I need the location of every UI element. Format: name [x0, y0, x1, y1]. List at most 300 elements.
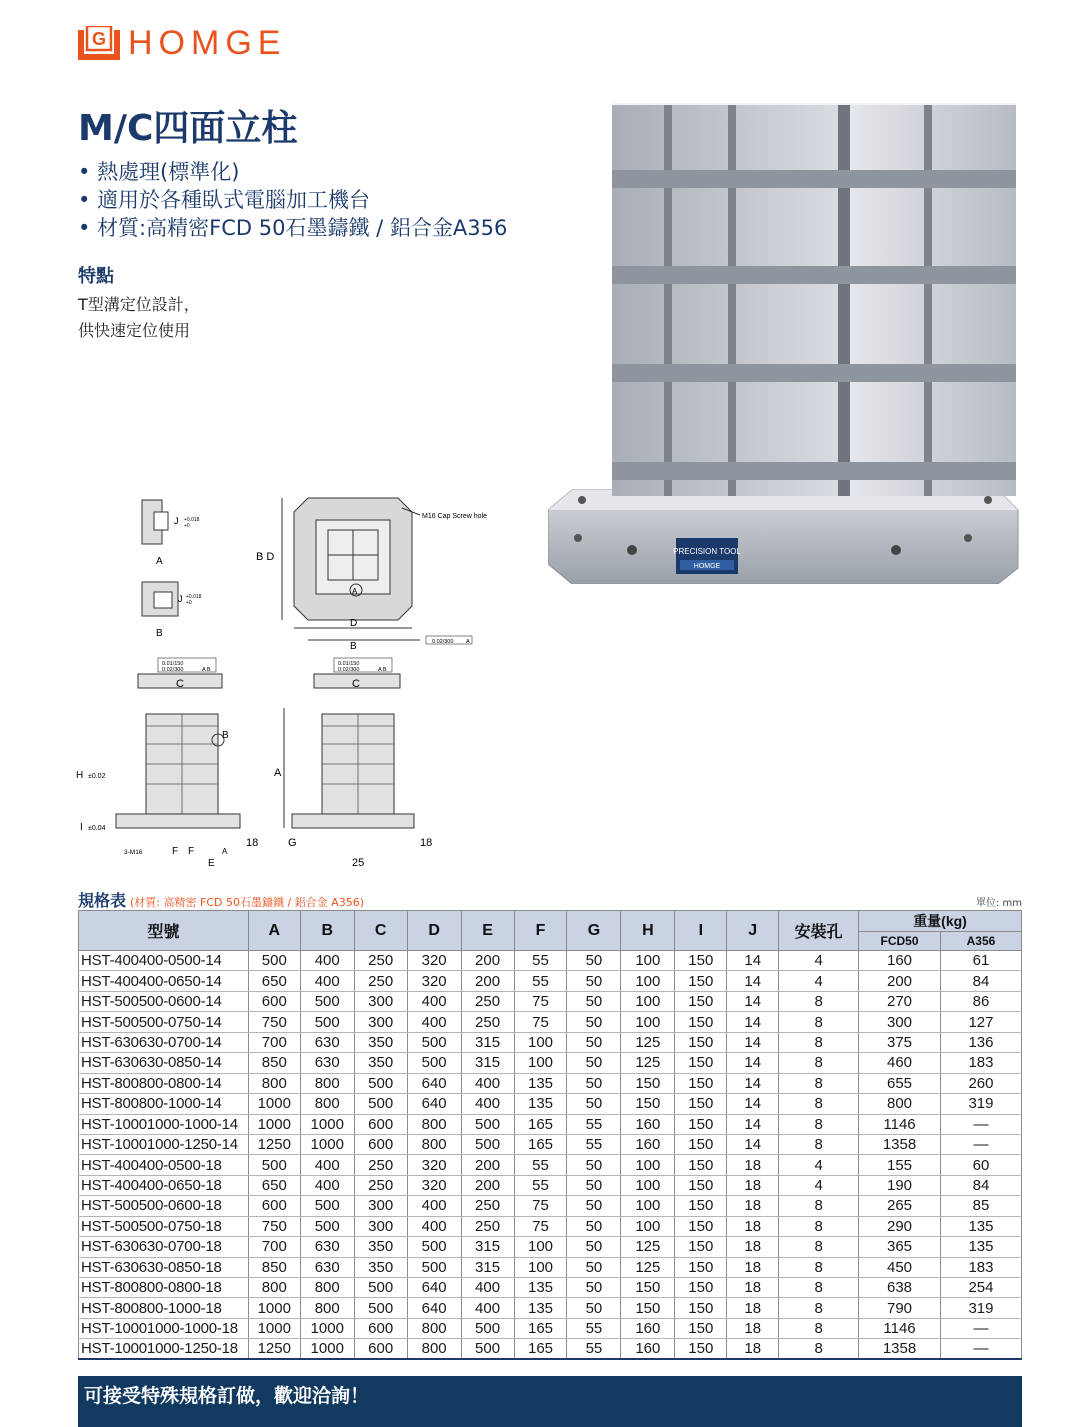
front-view-a: A — [222, 847, 228, 856]
value-cell: 800 — [407, 1134, 461, 1154]
top-view-flat: 0.02/300 — [432, 639, 454, 645]
value-cell: 50 — [567, 1073, 621, 1093]
top-view-flat-ref: A — [466, 639, 470, 645]
value-cell: 75 — [514, 1012, 567, 1032]
col-header-i: I — [675, 911, 727, 951]
value-cell: 14 — [727, 991, 779, 1011]
features-heading: 特點 — [78, 266, 114, 287]
value-cell: 500 — [407, 1053, 461, 1073]
value-cell: 14 — [727, 1012, 779, 1032]
value-cell: 1250 — [248, 1134, 300, 1154]
model-cell: HST-630630-0850-18 — [79, 1257, 249, 1277]
value-cell: 254 — [940, 1278, 1021, 1298]
value-cell: 165 — [514, 1114, 567, 1134]
value-cell: 319 — [940, 1094, 1021, 1114]
model-cell: HST-500500-0750-14 — [79, 1012, 249, 1032]
value-cell: 350 — [354, 1032, 407, 1052]
value-cell: 18 — [727, 1216, 779, 1236]
top-view-screw: M16 Cap Screw hole — [422, 513, 487, 520]
value-cell: 50 — [567, 1216, 621, 1236]
value-cell: 350 — [354, 1237, 407, 1257]
value-cell: 500 — [354, 1073, 407, 1093]
value-cell: 4 — [779, 1175, 859, 1195]
value-cell: 150 — [675, 1318, 727, 1338]
model-cell: HST-500500-0600-14 — [79, 991, 249, 1011]
side-view-g: G — [288, 837, 297, 849]
side-view-a: A — [274, 767, 282, 779]
table-row — [79, 991, 1022, 1011]
value-cell: 50 — [567, 1012, 621, 1032]
top-view-bd: B D — [256, 551, 275, 563]
value-cell: 84 — [940, 971, 1021, 991]
model-cell: HST-500500-0600-18 — [79, 1196, 249, 1216]
value-cell: 150 — [675, 1298, 727, 1318]
side-view — [284, 674, 414, 828]
value-cell: 150 — [675, 1134, 727, 1154]
front-view-i: I — [80, 822, 83, 833]
value-cell: 450 — [859, 1257, 941, 1277]
model-cell: HST-400400-0650-14 — [79, 971, 249, 991]
value-cell: 800 — [300, 1073, 354, 1093]
model-cell: HST-10001000-1000-18 — [79, 1318, 249, 1338]
value-cell: 127 — [940, 1012, 1021, 1032]
value-cell: 75 — [514, 1196, 567, 1216]
value-cell: 50 — [567, 1032, 621, 1052]
value-cell: 50 — [567, 1196, 621, 1216]
value-cell: 800 — [407, 1318, 461, 1338]
value-cell: 50 — [567, 951, 621, 971]
col-header-j: J — [727, 911, 779, 951]
value-cell: 300 — [354, 1012, 407, 1032]
value-cell: 150 — [675, 1196, 727, 1216]
value-cell: 4 — [779, 971, 859, 991]
value-cell: 800 — [859, 1094, 941, 1114]
value-cell: 1146 — [859, 1114, 941, 1134]
value-cell: 500 — [354, 1298, 407, 1318]
value-cell: 500 — [407, 1237, 461, 1257]
value-cell: 150 — [675, 1032, 727, 1052]
col-header-weight: 重量(kg) — [859, 911, 1022, 932]
detail-a-dim: J — [174, 516, 179, 526]
value-cell: 250 — [461, 1196, 514, 1216]
value-cell: 460 — [859, 1053, 941, 1073]
front-view-m16: 3-M16 — [124, 849, 143, 856]
value-cell: 55 — [567, 1114, 621, 1134]
value-cell: 250 — [354, 1175, 407, 1195]
side-view-refs: A B — [378, 667, 387, 673]
table-row — [79, 1032, 1022, 1052]
feature-bullets — [78, 158, 507, 242]
value-cell: 8 — [779, 1094, 859, 1114]
value-cell: 50 — [567, 1278, 621, 1298]
value-cell: 800 — [300, 1278, 354, 1298]
value-cell: 630 — [300, 1237, 354, 1257]
value-cell: 4 — [779, 1155, 859, 1175]
table-row — [79, 1012, 1022, 1032]
model-cell: HST-10001000-1000-14 — [79, 1114, 249, 1134]
detail-a-label: A — [156, 556, 163, 567]
value-cell: 18 — [727, 1278, 779, 1298]
value-cell: 320 — [407, 1175, 461, 1195]
front-view-e: E — [208, 858, 215, 869]
detail-a-tol-up: +0.018 — [184, 517, 200, 523]
value-cell: 500 — [300, 1196, 354, 1216]
value-cell: 350 — [354, 1053, 407, 1073]
value-cell: 1358 — [859, 1339, 941, 1360]
value-cell: 1000 — [248, 1298, 300, 1318]
value-cell: 400 — [300, 1175, 354, 1195]
value-cell: 18 — [727, 1155, 779, 1175]
homge-logo-icon — [78, 26, 120, 60]
col-header-holes: 安裝孔 — [779, 911, 859, 951]
bullet-item: • 適用於各種臥式電腦加工機台 — [78, 186, 507, 214]
value-cell: 150 — [675, 1114, 727, 1134]
value-cell: 250 — [461, 1012, 514, 1032]
value-cell: 400 — [461, 1278, 514, 1298]
value-cell: 150 — [621, 1298, 675, 1318]
value-cell: 400 — [461, 1298, 514, 1318]
model-cell: HST-800800-1000-18 — [79, 1298, 249, 1318]
value-cell: 50 — [567, 1257, 621, 1277]
value-cell: 250 — [354, 951, 407, 971]
value-cell: 84 — [940, 1175, 1021, 1195]
value-cell: 315 — [461, 1032, 514, 1052]
feature-line: 供快速定位使用 — [78, 321, 191, 340]
value-cell: 400 — [300, 1155, 354, 1175]
value-cell: 800 — [300, 1094, 354, 1114]
value-cell: 14 — [727, 1094, 779, 1114]
value-cell: 160 — [859, 951, 941, 971]
table-row — [79, 1053, 1022, 1073]
value-cell: 14 — [727, 971, 779, 991]
value-cell: 8 — [779, 1032, 859, 1052]
value-cell: — — [940, 1339, 1021, 1360]
value-cell: 640 — [407, 1094, 461, 1114]
table-row — [79, 951, 1022, 971]
front-view-h: H — [76, 770, 84, 781]
detail-b-tol-lo: +0 — [186, 600, 192, 606]
value-cell: 400 — [407, 1216, 461, 1236]
value-cell: 135 — [940, 1237, 1021, 1257]
value-cell: 250 — [354, 1155, 407, 1175]
value-cell: 150 — [675, 1073, 727, 1093]
model-cell: HST-10001000-1250-14 — [79, 1134, 249, 1154]
col-header-b: B — [300, 911, 354, 951]
top-view-b: B — [350, 641, 357, 652]
value-cell: 600 — [354, 1339, 407, 1360]
table-row — [79, 1114, 1022, 1134]
col-header-e: E — [461, 911, 514, 951]
plate-label: PRECISION TOOL — [673, 547, 741, 556]
value-cell: 86 — [940, 991, 1021, 1011]
table-row — [79, 1318, 1022, 1338]
value-cell: 55 — [567, 1339, 621, 1360]
model-cell: HST-500500-0750-18 — [79, 1216, 249, 1236]
value-cell: 75 — [514, 991, 567, 1011]
value-cell: 100 — [514, 1237, 567, 1257]
table-row — [79, 1237, 1022, 1257]
value-cell: 1146 — [859, 1318, 941, 1338]
col-header-g: G — [567, 911, 621, 951]
value-cell: 135 — [940, 1216, 1021, 1236]
value-cell: 50 — [567, 971, 621, 991]
value-cell: 1000 — [300, 1114, 354, 1134]
value-cell: 1000 — [248, 1114, 300, 1134]
value-cell: 4 — [779, 951, 859, 971]
value-cell: 640 — [407, 1278, 461, 1298]
value-cell: 400 — [461, 1073, 514, 1093]
col-header-d: D — [407, 911, 461, 951]
value-cell: 300 — [354, 991, 407, 1011]
value-cell: 850 — [248, 1257, 300, 1277]
value-cell: 8 — [779, 1237, 859, 1257]
value-cell: 700 — [248, 1032, 300, 1052]
value-cell: 100 — [514, 1053, 567, 1073]
value-cell: 50 — [567, 1053, 621, 1073]
value-cell: 500 — [354, 1094, 407, 1114]
value-cell: 150 — [675, 1339, 727, 1360]
model-cell: HST-800800-0800-18 — [79, 1278, 249, 1298]
value-cell: 18 — [727, 1257, 779, 1277]
value-cell: 1000 — [300, 1318, 354, 1338]
front-view-c: C — [176, 678, 184, 690]
bullet-item: • 熱處理(標準化) — [78, 158, 507, 186]
value-cell: 125 — [621, 1237, 675, 1257]
value-cell: 155 — [859, 1155, 941, 1175]
value-cell: 14 — [727, 1053, 779, 1073]
value-cell: 630 — [300, 1257, 354, 1277]
col-header-h: H — [621, 911, 675, 951]
value-cell: 183 — [940, 1053, 1021, 1073]
value-cell: 135 — [514, 1298, 567, 1318]
value-cell: 630 — [300, 1032, 354, 1052]
model-cell: HST-630630-0700-14 — [79, 1032, 249, 1052]
value-cell: 400 — [407, 991, 461, 1011]
value-cell: 14 — [727, 951, 779, 971]
col-header-c: C — [354, 911, 407, 951]
value-cell: 150 — [675, 1175, 727, 1195]
value-cell: 500 — [407, 1032, 461, 1052]
table-row — [79, 1278, 1022, 1298]
value-cell: 125 — [621, 1053, 675, 1073]
col-header-f: F — [514, 911, 567, 951]
value-cell: 150 — [675, 951, 727, 971]
model-cell: HST-400400-0500-14 — [79, 951, 249, 971]
value-cell: 300 — [354, 1216, 407, 1236]
table-row — [79, 1155, 1022, 1175]
unit-label: 單位: mm — [975, 898, 1022, 909]
value-cell: 8 — [779, 1278, 859, 1298]
value-cell: 500 — [248, 1155, 300, 1175]
value-cell: 150 — [675, 1012, 727, 1032]
table-row — [79, 1257, 1022, 1277]
value-cell: 750 — [248, 1216, 300, 1236]
table-row — [79, 1134, 1022, 1154]
value-cell: 500 — [461, 1318, 514, 1338]
value-cell: 55 — [514, 951, 567, 971]
spec-heading — [78, 888, 364, 911]
value-cell: 500 — [461, 1114, 514, 1134]
value-cell: 315 — [461, 1257, 514, 1277]
value-cell: 165 — [514, 1339, 567, 1360]
value-cell: 100 — [621, 1012, 675, 1032]
value-cell: 750 — [248, 1012, 300, 1032]
detail-b-label: B — [156, 628, 163, 639]
value-cell: 319 — [940, 1298, 1021, 1318]
front-view-i-tol: ±0.04 — [88, 825, 106, 832]
spec-material: (材質: 高精密 FCD 50石墨鑄鐵 / 鋁合金 A356) — [130, 896, 364, 909]
front-view-f1: F — [172, 846, 179, 857]
detail-b-tol-up: +0.018 — [186, 594, 202, 600]
value-cell: 270 — [859, 991, 941, 1011]
value-cell: 1000 — [300, 1339, 354, 1360]
value-cell: 135 — [514, 1073, 567, 1093]
value-cell: 8 — [779, 1257, 859, 1277]
value-cell: 800 — [407, 1339, 461, 1360]
value-cell: 500 — [300, 991, 354, 1011]
value-cell: 600 — [354, 1114, 407, 1134]
value-cell: 100 — [514, 1257, 567, 1277]
value-cell: 600 — [354, 1134, 407, 1154]
value-cell: 160 — [621, 1134, 675, 1154]
custom-order-banner: 可接受特殊規格訂做，歡迎洽詢！ — [78, 1376, 1022, 1427]
value-cell: 500 — [407, 1257, 461, 1277]
spec-table-body — [79, 951, 1022, 1360]
value-cell: 500 — [300, 1216, 354, 1236]
value-cell: 400 — [461, 1094, 514, 1114]
value-cell: 8 — [779, 1053, 859, 1073]
value-cell: 50 — [567, 991, 621, 1011]
value-cell: 14 — [727, 1134, 779, 1154]
value-cell: 150 — [621, 1073, 675, 1093]
value-cell: 61 — [940, 951, 1021, 971]
value-cell: 800 — [248, 1073, 300, 1093]
value-cell: 400 — [300, 971, 354, 991]
value-cell: — — [940, 1134, 1021, 1154]
value-cell: 135 — [514, 1278, 567, 1298]
value-cell: 8 — [779, 1196, 859, 1216]
value-cell: 165 — [514, 1134, 567, 1154]
front-view-18: 18 — [246, 837, 259, 849]
model-cell: HST-800800-0800-14 — [79, 1073, 249, 1093]
value-cell: 100 — [621, 1216, 675, 1236]
value-cell: 14 — [727, 1114, 779, 1134]
value-cell: 136 — [940, 1032, 1021, 1052]
value-cell: 60 — [940, 1155, 1021, 1175]
value-cell: 800 — [300, 1298, 354, 1318]
value-cell: 500 — [248, 951, 300, 971]
value-cell: 8 — [779, 1339, 859, 1360]
value-cell: 18 — [727, 1318, 779, 1338]
table-row — [79, 1196, 1022, 1216]
table-row — [79, 1216, 1022, 1236]
value-cell: 135 — [514, 1094, 567, 1114]
value-cell: 100 — [621, 991, 675, 1011]
value-cell: 18 — [727, 1339, 779, 1360]
value-cell: 320 — [407, 1155, 461, 1175]
value-cell: 50 — [567, 1175, 621, 1195]
value-cell: 500 — [354, 1278, 407, 1298]
front-view-parallel: 0.01/150 — [162, 661, 184, 667]
value-cell: 160 — [621, 1318, 675, 1338]
side-view-25: 25 — [352, 857, 365, 869]
value-cell: 18 — [727, 1298, 779, 1318]
technical-drawings — [70, 490, 540, 880]
value-cell: 160 — [621, 1114, 675, 1134]
value-cell: 500 — [461, 1339, 514, 1360]
value-cell: 250 — [354, 971, 407, 991]
top-view-d: D — [350, 618, 358, 629]
value-cell: 850 — [248, 1053, 300, 1073]
value-cell: 790 — [859, 1298, 941, 1318]
value-cell: 50 — [567, 1155, 621, 1175]
value-cell: 400 — [407, 1012, 461, 1032]
value-cell: 650 — [248, 1175, 300, 1195]
value-cell: 350 — [354, 1257, 407, 1277]
value-cell: 400 — [300, 951, 354, 971]
value-cell: 150 — [675, 1278, 727, 1298]
value-cell: 1000 — [248, 1094, 300, 1114]
spec-table — [78, 910, 1022, 1360]
value-cell: 500 — [461, 1134, 514, 1154]
value-cell: 125 — [621, 1032, 675, 1052]
value-cell: 55 — [567, 1134, 621, 1154]
value-cell: 8 — [779, 1012, 859, 1032]
value-cell: 150 — [675, 1155, 727, 1175]
value-cell: 190 — [859, 1175, 941, 1195]
table-row — [79, 1339, 1022, 1360]
model-cell: HST-400400-0500-18 — [79, 1155, 249, 1175]
value-cell: 100 — [514, 1032, 567, 1052]
value-cell: 1358 — [859, 1134, 941, 1154]
value-cell: 260 — [940, 1073, 1021, 1093]
value-cell: 50 — [567, 1094, 621, 1114]
value-cell: 1000 — [248, 1318, 300, 1338]
value-cell: 150 — [675, 1094, 727, 1114]
value-cell: 200 — [461, 1175, 514, 1195]
value-cell: 700 — [248, 1237, 300, 1257]
product-photo — [548, 98, 1022, 584]
value-cell: 14 — [727, 1032, 779, 1052]
value-cell: 55 — [567, 1318, 621, 1338]
col-header-model: 型號 — [79, 911, 249, 951]
value-cell: 640 — [407, 1073, 461, 1093]
value-cell: 200 — [461, 1155, 514, 1175]
value-cell: 8 — [779, 1216, 859, 1236]
value-cell: 320 — [407, 951, 461, 971]
model-cell: HST-400400-0650-18 — [79, 1175, 249, 1195]
detail-b — [142, 582, 178, 616]
value-cell: 640 — [407, 1298, 461, 1318]
front-view-f2: F — [188, 846, 195, 857]
value-cell: 160 — [621, 1339, 675, 1360]
value-cell: 315 — [461, 1053, 514, 1073]
value-cell: 8 — [779, 1073, 859, 1093]
value-cell: 18 — [727, 1196, 779, 1216]
value-cell: 150 — [621, 1094, 675, 1114]
features-text — [78, 292, 200, 344]
side-view-18: 18 — [420, 837, 433, 849]
value-cell: 150 — [675, 991, 727, 1011]
value-cell: 315 — [461, 1237, 514, 1257]
value-cell: 8 — [779, 1114, 859, 1134]
value-cell: 200 — [461, 951, 514, 971]
top-view-a: A — [352, 587, 358, 596]
value-cell: 18 — [727, 1175, 779, 1195]
value-cell: 100 — [621, 1155, 675, 1175]
value-cell: 100 — [621, 1175, 675, 1195]
detail-b-dim: J — [178, 594, 183, 604]
